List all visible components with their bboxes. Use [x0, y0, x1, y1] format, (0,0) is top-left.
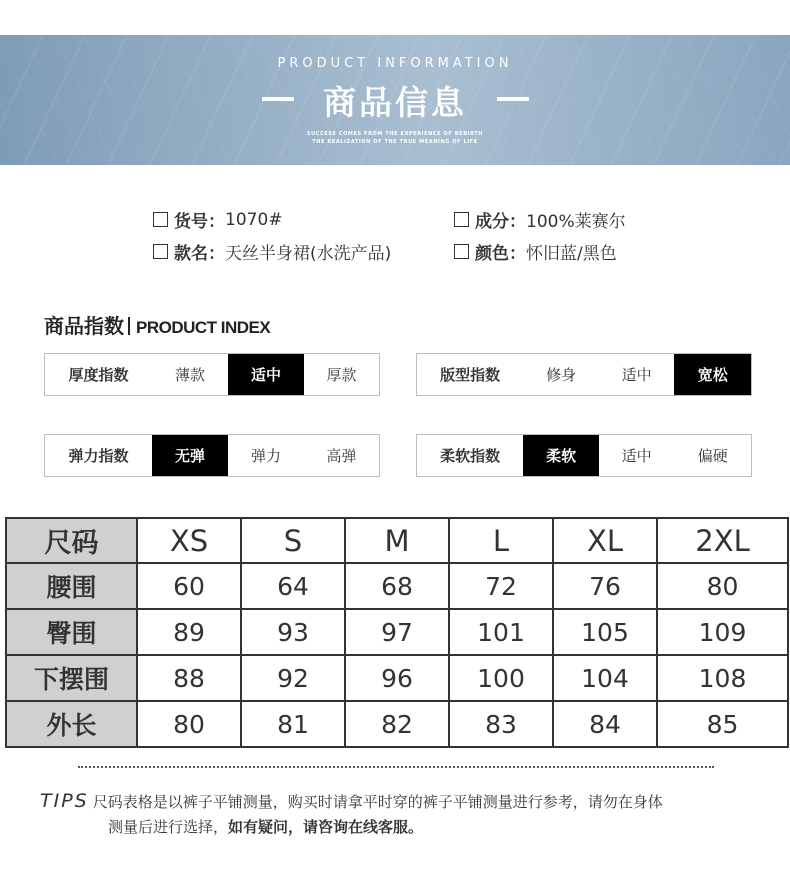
size-column-header: M [345, 518, 449, 563]
dotted-divider [78, 766, 714, 768]
table-cell: 84 [553, 701, 657, 747]
size-column-header: XS [137, 518, 241, 563]
item-number-value: 1070# [225, 209, 283, 230]
tips-text-1: 尺码表格是以裤子平铺测量，购买时请拿平时穿的裤子平铺测量进行参考，请勿在身体 [92, 793, 663, 811]
banner-cn-title: 商品信息 [323, 83, 467, 122]
index-option: 薄款 [174, 366, 205, 384]
table-cell: 101 [449, 609, 553, 655]
size-table [5, 517, 789, 748]
table-cell: 83 [449, 701, 553, 747]
index-group-elasticity [44, 434, 380, 477]
info-item-color [454, 239, 617, 264]
product-index-title-cn: 商品指数 [44, 314, 124, 338]
table-cell: 100 [449, 655, 553, 701]
table-row [6, 655, 788, 701]
table-cell: 80 [657, 563, 788, 609]
size-header-row [6, 518, 788, 563]
checkbox-icon [153, 244, 168, 259]
banner-subtitle-1: SUCCESS COMES FROM THE EXPERIENCE OF REBIRTH [306, 131, 484, 137]
index-group-softness [416, 434, 752, 477]
tips-text-2-bold: 如有疑问，请咨询在线客服。 [228, 818, 424, 836]
index-group-fit [416, 353, 752, 396]
product-index-title-en: PRODUCT INDEX [136, 318, 271, 337]
index-option: 高弹 [326, 447, 357, 465]
table-cell: 109 [657, 609, 788, 655]
color-value: 怀旧蓝/黑色 [526, 244, 617, 264]
banner-subtitle-2: THE REALIZATION OF THE TRUE MEANING OF LIFE [312, 139, 478, 145]
table-cell: 68 [345, 563, 449, 609]
size-column-header: XL [553, 518, 657, 563]
table-cell: 81 [241, 701, 345, 747]
color-label: 颜色： [475, 244, 526, 264]
table-row [6, 609, 788, 655]
table-cell: 92 [241, 655, 345, 701]
table-cell: 104 [553, 655, 657, 701]
banner-en-title: PRODUCT INFORMATION [277, 56, 513, 71]
table-cell: 76 [553, 563, 657, 609]
table-row [6, 563, 788, 609]
row-label-length: 外长 [6, 701, 137, 747]
info-item-material [454, 207, 626, 232]
table-cell: 82 [345, 701, 449, 747]
info-item-name [153, 239, 391, 264]
material-label: 成分： [475, 212, 526, 232]
title-divider [128, 317, 130, 335]
table-cell: 72 [449, 563, 553, 609]
index-option: 宽松 [674, 354, 751, 395]
size-column-header: L [449, 518, 553, 563]
table-cell: 80 [137, 701, 241, 747]
index-option: 偏硬 [697, 447, 728, 465]
title-dash-right [497, 97, 529, 101]
table-cell: 88 [137, 655, 241, 701]
table-cell: 60 [137, 563, 241, 609]
index-option: 弹力 [250, 447, 281, 465]
index-option: 适中 [621, 447, 652, 465]
index-group-thickness [44, 353, 380, 396]
tips-text-2: 测量后进行选择， [108, 818, 229, 836]
index-group-name: 版型指数 [440, 366, 501, 384]
index-group-name: 弹力指数 [68, 447, 129, 465]
row-label-hip: 臀围 [6, 609, 137, 655]
checkbox-icon [454, 244, 469, 259]
item-name-label: 款名： [174, 244, 225, 264]
row-label-hem: 下摆围 [6, 655, 137, 701]
header-banner [0, 35, 790, 165]
table-row [6, 701, 788, 747]
index-group-name: 柔软指数 [440, 447, 501, 465]
table-cell: 108 [657, 655, 788, 701]
product-index-title [44, 310, 270, 339]
index-group-name: 厚度指数 [68, 366, 129, 384]
table-cell: 97 [345, 609, 449, 655]
index-option: 适中 [621, 366, 652, 384]
row-label-waist: 腰围 [6, 563, 137, 609]
checkbox-icon [153, 212, 168, 227]
table-cell: 64 [241, 563, 345, 609]
table-cell: 96 [345, 655, 449, 701]
info-item-number [153, 207, 283, 232]
size-corner-label: 尺码 [6, 518, 137, 563]
size-column-header: S [241, 518, 345, 563]
index-option: 厚款 [326, 366, 357, 384]
table-cell: 105 [553, 609, 657, 655]
material-value: 100%莱赛尔 [526, 212, 626, 232]
table-cell: 93 [241, 609, 345, 655]
index-option: 无弹 [152, 435, 228, 476]
item-name-value: 天丝半身裙(水洗产品) [225, 244, 392, 264]
checkbox-icon [454, 212, 469, 227]
item-number-label: 货号： [174, 212, 225, 232]
index-option: 适中 [228, 354, 304, 395]
index-option: 柔软 [523, 435, 599, 476]
table-cell: 85 [657, 701, 788, 747]
tips-line-1 [40, 789, 770, 815]
index-option: 修身 [546, 366, 577, 384]
tips-line-2 [40, 815, 770, 840]
tips-note [40, 789, 770, 840]
table-cell: 89 [137, 609, 241, 655]
tips-tag: TIPS [40, 790, 89, 812]
size-column-header: 2XL [657, 518, 788, 563]
